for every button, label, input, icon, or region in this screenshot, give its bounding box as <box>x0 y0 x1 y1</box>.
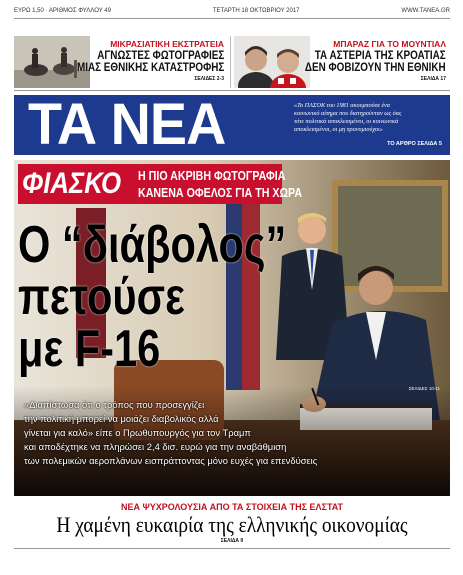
newspaper-logo[interactable]: ΤΑ ΝΕΑ <box>28 92 226 157</box>
banner-subtitle: ΚΑΝΕΝΑ ΟΦΕΛΟΣ ΓΙΑ ΤΗ ΧΩΡΑ <box>138 185 303 200</box>
photo-caption <box>14 398 450 468</box>
teaser-history[interactable] <box>14 36 228 88</box>
teaser-sports[interactable] <box>234 36 450 88</box>
top-info-line <box>14 6 450 16</box>
quote-line: «Το ΠΑΣΟΚ του 1981 ακουμπούσε ένα <box>294 102 391 109</box>
caption-line: των πολεμικών αεροπλάνων εισπράττοντας μόνο ευχές για επενδύσεις <box>24 455 318 466</box>
editorial-quote <box>294 102 442 134</box>
bottom-rule <box>14 548 450 549</box>
top-rule <box>14 18 450 19</box>
teaser-photo-players <box>234 36 310 88</box>
teaser-headline-line: ΤΑ ΑΣΤΕΡΙΑ ΤΗΣ ΚΡΟΑΤΙΑΣ <box>314 50 446 62</box>
teaser-page-ref: ΣΕΛΙΔΑ 17 <box>420 76 446 82</box>
caption-line: την πολιτική μπορεί να μοιάζει διαβολικός αλλά <box>24 413 219 424</box>
teaser-kicker: ΜΙΚΡΑΣΙΑΤΙΚΗ ΕΚΣΤΡΑΤΕΙΑ <box>110 39 224 49</box>
website-link[interactable]: WWW.TANEA.GR <box>401 8 450 14</box>
teaser-headline <box>305 50 446 74</box>
quote-line: κοινωνικό αίτημα που διατηρούνταν ως όας <box>294 110 402 117</box>
caption-line: γίνεται για καλό» είπε ο Πρωθυπουργός για τον Τραμπ <box>24 427 251 438</box>
bottom-page-ref: ΣΕΛΙΔΑ 9 <box>220 538 244 544</box>
banner-title: ΦΙΑΣΚΟ <box>22 167 122 200</box>
caption-line: «Διαπίστωσα ότι ο τρόπος που προσεγγίζει <box>24 399 205 410</box>
teaser-kicker: ΜΠΑΡΑΖ ΓΙΑ ΤΟ ΜΟΥΝΤΙΑΛ <box>333 39 446 49</box>
photo-page-ref: ΣΕΛΙΔΕΣ 10-11 <box>408 386 440 391</box>
bottom-kicker: ΝΕΑ ΨΥΧΡΟΛΟΥΣΙΑ ΑΠΟ ΤΑ ΣΤΟΙΧΕΙΑ ΤΗΣ ΕΛΣΤΑΤ <box>120 502 344 512</box>
fiasco-banner <box>18 164 303 204</box>
quote-line: αποκλεισμένοι, οι μη προνομιούχοι» <box>294 126 383 133</box>
issue-price: ΕΥΡΩ 1,50 · ΑΡΙΘΜΟΣ ΦΥΛΛΟΥ 49 <box>14 8 111 14</box>
main-headline-line: με F-16 <box>18 320 161 378</box>
main-headline-line: Ο “διάβολος” <box>18 216 287 274</box>
teaser-headline <box>77 50 224 74</box>
teaser-headline-line: ΔΕΝ ΦΟΒΙΖΟΥΝ ΤΗΝ ΕΘΝΙΚΗ <box>305 62 446 74</box>
teaser-divider <box>230 36 231 88</box>
quote-line: τότε πολιτικά αποκλεισμένοι, οι κοινωνικά <box>294 118 399 125</box>
cover-photo[interactable] <box>14 160 450 496</box>
bottom-headline[interactable]: Η χαμένη ευκαιρία της ελληνικής οικονομίας <box>56 512 408 537</box>
teaser-page-ref: ΣΕΛΙΔΕΣ 2-3 <box>194 76 224 82</box>
banner-subtitle: Η ΠΙΟ ΑΚΡΙΒΗ ΦΩΤΟΓΡΑΦΙΑ <box>138 168 286 183</box>
quote-page-ref[interactable]: ΤΟ ΑΡΘΡΟ ΣΕΛΙΔΑ 5 <box>387 141 442 147</box>
main-headline-line: πετούσε <box>18 268 185 326</box>
teaser-headline-line: ΜΙΑΣ ΕΘΝΙΚΗΣ ΚΑΤΑΣΤΡΟΦΗΣ <box>76 62 224 74</box>
teaser-rule <box>14 90 450 91</box>
masthead <box>14 92 450 157</box>
teaser-headline-line: ΑΓΝΩΣΤΕΣ ΦΩΤΟΓΡΑΦΙΕΣ <box>96 50 224 62</box>
issue-date: ΤΕΤΑΡΤΗ 18 ΟΚΤΩΒΡΙΟΥ 2017 <box>212 8 300 14</box>
caption-line: και αποδέχτηκε να πληρώσει 2,4 δισ. ευρώ για την αναβάθμιση <box>24 441 287 452</box>
front-page <box>14 0 450 575</box>
